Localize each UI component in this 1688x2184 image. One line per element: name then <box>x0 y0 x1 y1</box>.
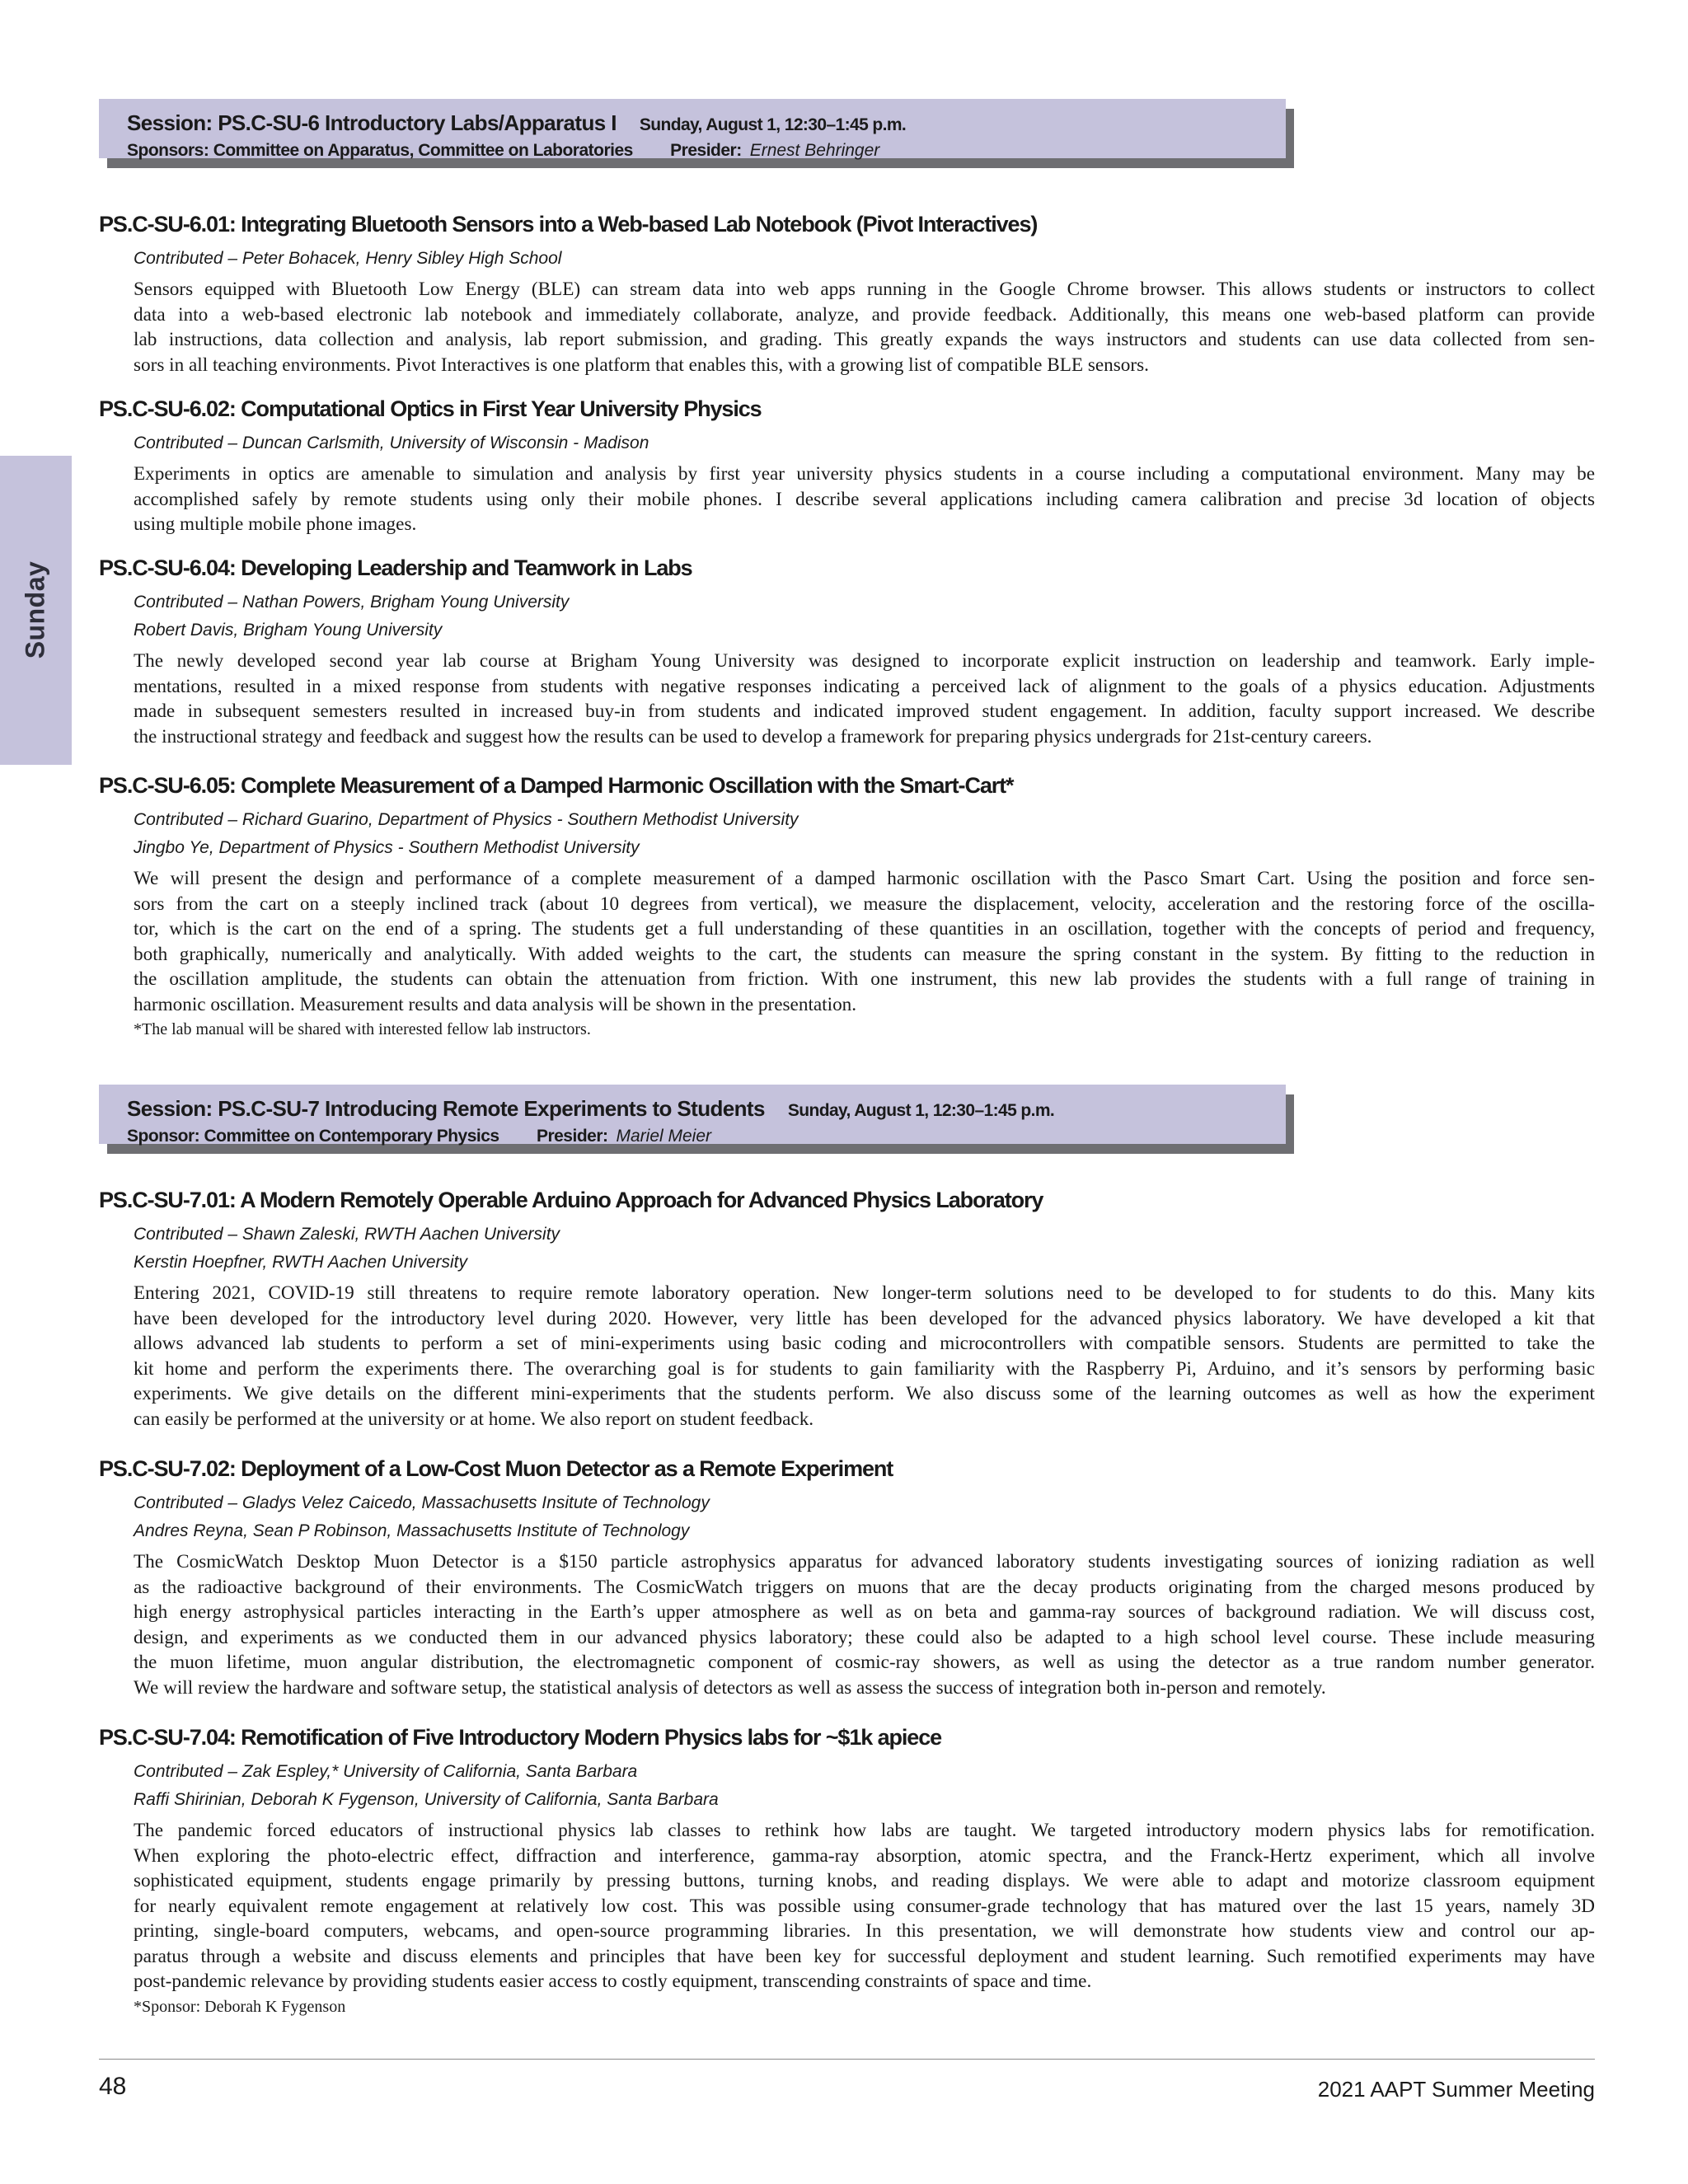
session-date: Sunday, August 1, 12:30–1:45 p.m. <box>639 115 907 134</box>
abstract-line: for nearly equivalent remote engagement at relatively low cost. This was possible using consumer-grade technology that has matured over the last 15 years, namely 3D <box>134 1895 1595 1917</box>
abstract-author: Contributed – Gladys Velez Caicedo, Massachusetts Insitute of Technology <box>134 1493 710 1512</box>
abstract-title: PS.C-SU-6.01: Integrating Bluetooth Sensors into a Web-based Lab Notebook (Pivot Interactives) <box>99 212 1038 237</box>
abstract-author: Contributed – Richard Guarino, Department of Physics - Southern Methodist University <box>134 810 799 829</box>
abstract-line: Experiments in optics are amenable to simulation and analysis by first year university physics students in a course including a computational environment. Many may be <box>134 463 1595 485</box>
session-presider: Ernest Behringer <box>749 141 880 160</box>
abstract-line: mentations, resulted in a mixed response from students with negative responses indicating a perceived lack of alignment to the goals of a physics education. Adjustments <box>134 675 1595 697</box>
session-title: Session: PS.C-SU-6 Introductory Labs/Apparatus I <box>127 110 617 135</box>
abstract-title: PS.C-SU-6.02: Computational Optics in First Year University Physics <box>99 396 762 421</box>
footer-divider <box>99 2059 1595 2060</box>
abstract-line: the muon lifetime, muon angular distribution, the electromagnetic component of cosmic-ray showers, as well as using the detector as a true random number generator. <box>134 1652 1595 1673</box>
abstract-author: Contributed – Zak Espley,* University of California, Santa Barbara <box>134 1762 638 1781</box>
abstract-line: as the radioactive background of their environments. The CosmicWatch triggers on muons that are the decay products originating from the charged mesons produced by <box>134 1576 1595 1598</box>
abstract-line: When exploring the photo-electric effect, diffraction and interference, gamma-ray absorption, atomic spectra, and the Franck-Hertz experiment, which all involve <box>134 1844 1595 1867</box>
session-sponsors: Committee on Contemporary Physics <box>204 1127 499 1146</box>
abstract-title: PS.C-SU-7.04: Remotification of Five Introductory Modern Physics labs for ~$1k apiece <box>99 1725 942 1750</box>
abstract-author: Raffi Shirinian, Deborah K Fygenson, University of California, Santa Barbara <box>134 1790 719 1809</box>
abstract-body <box>134 462 1595 537</box>
side-tab-label: Sunday <box>20 560 50 659</box>
session-header <box>99 99 1286 158</box>
abstract-line: harmonic oscillation. Measurement results and data analysis will be shown in the presentation. <box>134 993 857 1015</box>
abstract-line: made in subsequent semesters resulted in increased buy-in from students and indicated improved student engagement. In addition, faculty support increased. We describe <box>134 701 1595 722</box>
abstract-author: Robert Davis, Brigham Young University <box>134 621 443 640</box>
abstract-line: We will present the design and performance of a complete measurement of a damped harmonic oscillation with the Pasco Smart Cart. Using the position and force sen- <box>134 868 1595 889</box>
abstract-line: experiments. We give details on the different mini-experiments that the students perform. We also discuss some of the learning outcomes as well as how the experiment <box>134 1383 1595 1404</box>
abstract-line: the instructional strategy and feedback and suggest how the results can be used to develop a framework for preparing physics undergrads for 21st-century careers. <box>134 725 1372 748</box>
abstract-body <box>134 1818 1595 1994</box>
abstract-author: Andres Reyna, Sean P Robinson, Massachusetts Institute of Technology <box>134 1521 690 1540</box>
abstract-line: design, and experiments as we conducted them in our advanced physics laboratory; these could also be adapted to a high school level course. These include measuring <box>134 1626 1595 1648</box>
sponsors-label: Sponsors: <box>127 141 209 160</box>
abstract-line: sors in all teaching environments. Pivot Interactives is one platform that enables this, with a growing list of compatible BLE sensors. <box>134 354 1149 376</box>
abstract-line: have been developed for the introductory level during 2020. However, very little has been developed for the advanced physics laboratory. We have developed a kit that <box>134 1307 1595 1329</box>
abstract-line: printing, single-board computers, webcams, and open-source programming libraries. In this presentation, we will demonstrate how students view and control our ap- <box>134 1920 1595 1942</box>
abstract-line: high energy astrophysical particles interacting in the Earth’s upper atmosphere as well as on beta and gamma-ray sources of background radiation. We will discuss cost, <box>134 1601 1595 1623</box>
abstract-line: lab instructions, data collection and analysis, lab report submission, and grading. This greatly expands the ways instructors and students can use data collected from sen- <box>134 329 1595 350</box>
abstract-body <box>134 649 1595 749</box>
abstract-author: Contributed – Peter Bohacek, Henry Sibley High School <box>134 249 562 268</box>
abstract-line: Entering 2021, COVID-19 still threatens to require remote laboratory operation. New longer-term solutions need to be developed to for students to do this. Many kits <box>134 1282 1595 1304</box>
abstract-line: both graphically, numerically and analytically. With added weights to the cart, the students can measure the spring constant in the system. By fitting to the reduction in <box>134 943 1595 965</box>
abstract-author: Contributed – Shawn Zaleski, RWTH Aachen University <box>134 1225 560 1244</box>
abstract-line: sors from the cart on a steeply inclined track (about 10 degrees from vertical), we measure the displacement, velocity, acceleration and the restoring force of the oscilla- <box>134 893 1595 915</box>
abstract-line: kit home and perform the experiments there. The overarching goal is for students to gain familiarity with the Raspberry Pi, Arduino, and it’s sensors by performing basic <box>134 1357 1595 1380</box>
session-header-box <box>99 99 1286 158</box>
abstract-body <box>134 1281 1595 1432</box>
abstract <box>99 1725 1595 2017</box>
abstract-body <box>134 866 1595 1017</box>
abstract-title: PS.C-SU-6.05: Complete Measurement of a Damped Harmonic Oscillation with the Smart-Cart* <box>99 773 1014 798</box>
abstract <box>99 1456 1595 1700</box>
abstract-line: using multiple mobile phone images. <box>134 513 417 535</box>
abstract <box>99 555 1595 749</box>
session-sponsors: Committee on Apparatus, Committee on Laboratories <box>213 141 633 160</box>
abstract <box>99 396 1595 537</box>
abstract-line: data into a web-based electronic lab notebook and immediately collaborate, analyze, and provide feedback. Additionally, this means one web-based platform can provide <box>134 303 1595 326</box>
abstract-line: paratus through a website and discuss elements and principles that have been key for successful deployment and student learning. Such remotified experiments may have <box>134 1945 1595 1967</box>
abstract-line: the oscillation amplitude, the students can obtain the attenuation from friction. With one instrument, this new lab provides the students with a full range of training in <box>134 968 1595 990</box>
abstract-line: can easily be performed at the university or at home. We also report on student feedback. <box>134 1408 814 1430</box>
abstract-body <box>134 1549 1595 1700</box>
abstract-body <box>134 277 1595 377</box>
abstract-author: Contributed – Nathan Powers, Brigham Young University <box>134 593 570 612</box>
abstract-line: The pandemic forced educators of instructional physics lab classes to rethink how labs are taught. We targeted introductory modern physics labs for remotification. <box>134 1820 1595 1841</box>
session-header-box <box>99 1085 1286 1144</box>
abstract <box>99 773 1595 1039</box>
session-date: Sunday, August 1, 12:30–1:45 p.m. <box>787 1101 1055 1120</box>
presider-label: Presider: <box>670 141 742 160</box>
session-presider: Mariel Meier <box>616 1127 712 1146</box>
abstract-title: PS.C-SU-7.02: Deployment of a Low-Cost Muon Detector as a Remote Experiment <box>99 1456 893 1481</box>
session-title: Session: PS.C-SU-7 Introducing Remote Experiments to Students <box>127 1096 765 1121</box>
abstract-line: post-pandemic relevance by providing students easier access to costly equipment, transcending constraints of space and time. <box>134 1971 1092 1992</box>
presider-label: Presider: <box>536 1127 608 1146</box>
abstract <box>99 1188 1595 1432</box>
abstract-line: Sensors equipped with Bluetooth Low Energy (BLE) can stream data into web apps running in the Google Chrome browser. This allows students or instructors to collect <box>134 279 1595 300</box>
sponsors-label: Sponsor: <box>127 1127 200 1146</box>
abstract-title: PS.C-SU-6.04: Developing Leadership and Teamwork in Labs <box>99 555 692 580</box>
abstract-author: Kerstin Hoepfner, RWTH Aachen University <box>134 1253 467 1272</box>
abstract-line: tor, which is the cart on the end of a spring. The students get a full understanding of these quantities in an oscillation, together with the concepts of period and frequency, <box>134 918 1595 940</box>
abstract-line: sophisticated equipment, students engage primarily by pressing buttons, turning knobs, and reading displays. We were able to adapt and motorize classroom equipment <box>134 1870 1595 1891</box>
abstract-line: The CosmicWatch Desktop Muon Detector is a $150 particle astrophysics apparatus for advanced laboratory students investigating sources of ionizing radiation as well <box>134 1551 1595 1572</box>
abstract-line: We will review the hardware and software setup, the statistical analysis of detectors as well as assess the success of integration both in-person and remotely. <box>134 1676 1326 1699</box>
abstract-title: PS.C-SU-7.01: A Modern Remotely Operable Arduino Approach for Advanced Physics Laboratory <box>99 1188 1043 1212</box>
abstract-author: Jingbo Ye, Department of Physics - Southern Methodist University <box>134 838 640 857</box>
abstract-line: allows advanced lab students to perform a set of mini-experiments using basic coding and microcontrollers with compatible sensors. Students are permitted to take the <box>134 1333 1595 1354</box>
abstract-author: Contributed – Duncan Carlsmith, University of Wisconsin - Madison <box>134 434 649 452</box>
abstract-line: accomplished safely by remote students using only their mobile phones. I describe several applications including camera calibration and precise 3d location of objects <box>134 488 1595 510</box>
section-side-tab <box>0 456 72 765</box>
abstract-footnote: *Sponsor: Deborah K Fygenson <box>134 1997 346 2016</box>
abstract-footnote: *The lab manual will be shared with interested fellow lab instructors. <box>134 1020 591 1038</box>
abstract-line: The newly developed second year lab course at Brigham Young University was designed to incorporate explicit instruction on leadership and teamwork. Early imple- <box>134 650 1595 672</box>
page-number: 48 <box>99 2073 127 2100</box>
abstract <box>99 212 1595 377</box>
publication-title: 2021 AAPT Summer Meeting <box>1317 2077 1595 2102</box>
session-header <box>99 1085 1286 1144</box>
